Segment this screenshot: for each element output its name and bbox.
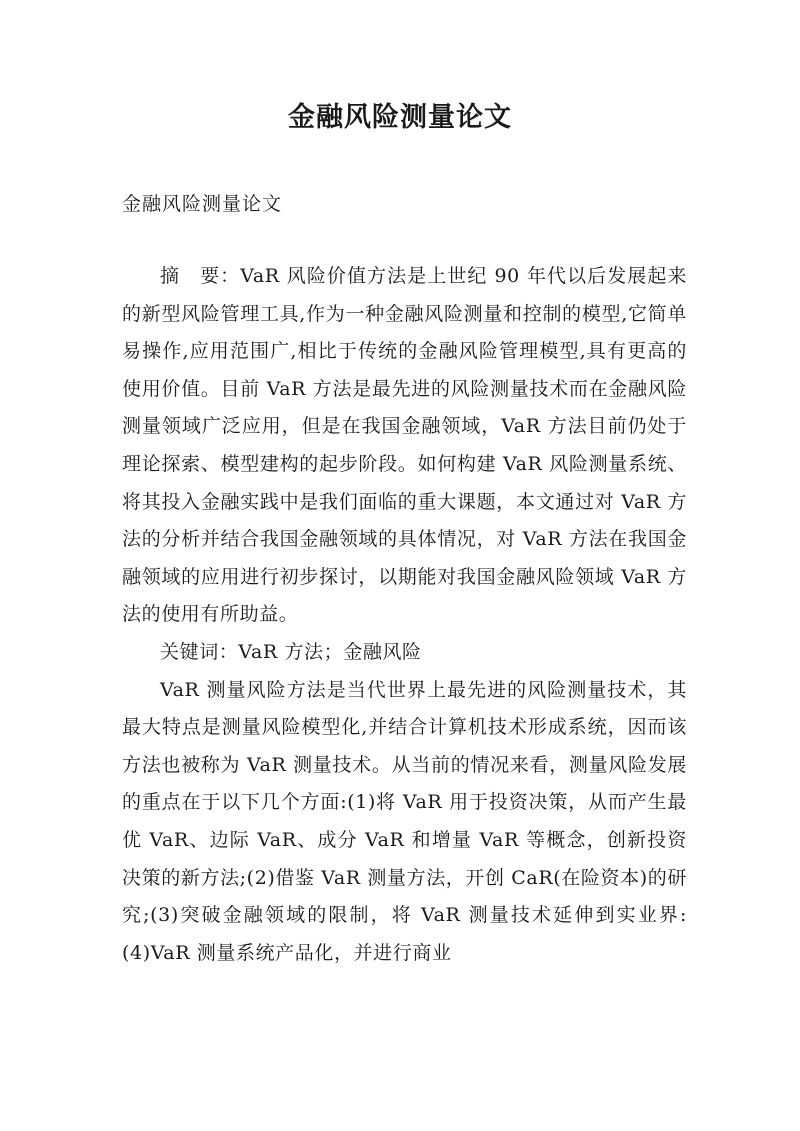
abstract-paragraph: 摘 要：VaR 风险价值方法是上世纪 90 年代以后发展起来的新型风险管理工具,作为一种金融风险测量和控制的模型,它简单易操作,应用范围广,相比于传统的金融风险管理模型,具有更高的使用价值。目前 VaR 方法是最先进的风险测量技术而在金融风险测量领域广泛应用，但是在我国金融领域，VaR 方法目前仍处于理论探索、模型建构的起步阶段。如何构建 VaR 风险测量系统、将其投入金融实践中是我们面临的重大课题，本文通过对 VaR 方法的分析并结合我国金融领域的具体情况，对 VaR 方法在我国金融领域的应用进行初步探讨，以期能对我国金融风险领域 VaR 方法的使用有所助益。 (122, 265, 687, 626)
keywords-line: 关键词：VaR 方法；金融风险 (160, 640, 422, 663)
document-subtitle: 金融风险测量论文 (122, 193, 283, 215)
document-title: 金融风险测量论文 (288, 102, 512, 133)
document-body (122, 258, 687, 972)
body-paragraph: VaR 测量风险方法是当代世界上最先进的风险测量技术，其最大特点是测量风险模型化,并结合计算机技术形成系统，因而该方法也被称为 VaR 测量技术。从当前的情况来看，测量风险发展的重点在于以下几个方面:(1)将 VaR 用于投资决策，从而产生最优 VaR、边际 VaR、成分 VaR 和增量 VaR 等概念，创新投资决策的新方法;(2)借鉴 VaR 测量方法，开创 CaR(在险资本)的研究;(3)突破金融领域的限制，将 VaR 测量技术延伸到实业界:(4)VaR 测量系统产品化，并进行商业 (122, 678, 687, 964)
